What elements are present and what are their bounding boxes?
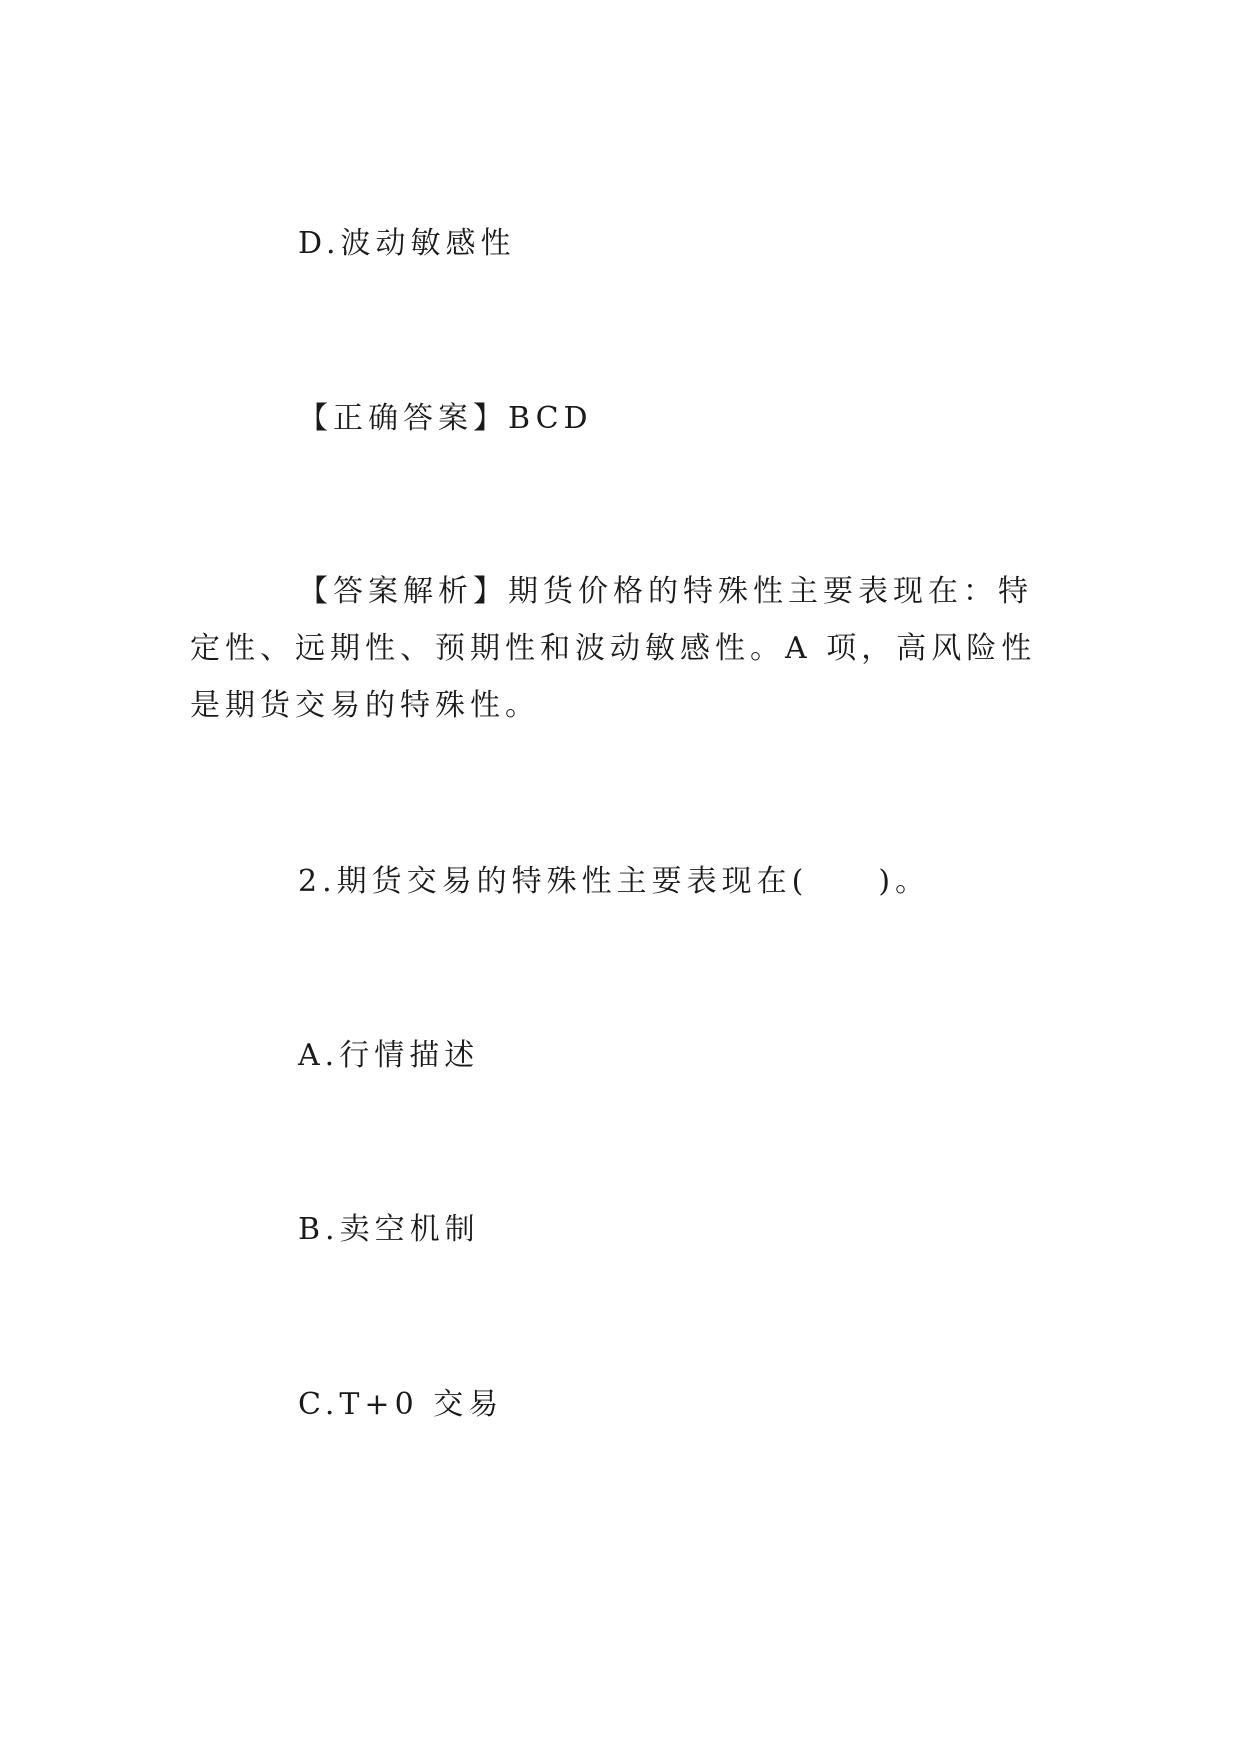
q2-option-c: C.T+0 交易 (298, 1387, 504, 1422)
q1-correct-answer: 【正确答案】BCD (298, 401, 593, 436)
q2-stem: 2.期货交易的特殊性主要表现在( )。 (298, 864, 931, 899)
q2-option-a: A.行情描述 (298, 1038, 480, 1073)
q1-answer-explanation: 【答案解析】期货价格的特殊性主要表现在：特定性、远期性、预期性和波动敏感性。A 项，高风险性是期货交易的特殊性。 (190, 574, 1037, 723)
q2-option-b: B.卖空机制 (298, 1212, 480, 1247)
q1-option-d: D.波动敏感性 (298, 226, 516, 261)
